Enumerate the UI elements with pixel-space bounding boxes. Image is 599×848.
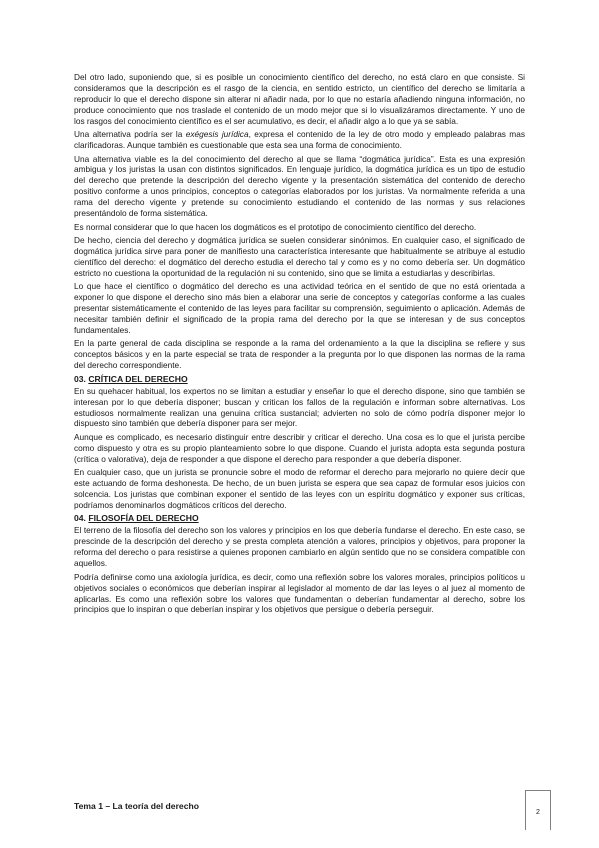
paragraph: Podría definirse como una axiología jurídica, es decir, como una reflexión sobre los valores morales, principios políticos u objetivos sociales o económicos que deberían inspirar al legislador al momento de dar las leyes o al juez al momento de aplicarlas. Es como una reflexión sobre los valores que fundamentan o deberían fundamentar al derecho, sobre los principios que lo inspiran o que deberían inspirar y los objetivos que persigue o debería perseguir. <box>74 571 525 615</box>
paragraph-text: , expresa el contenido de la ley de otro modo y empleado palabras mas clarificadoras. Aunque también es cuestionable que esta sea una forma de conocimiento. <box>74 129 525 151</box>
paragraph: En la parte general de cada disciplina se responde a la rama del ordenamiento a la que la disciplina se refiere y sus conceptos básicos y en la parte especial se trata de responder a la pregunta por lo que disponen las normas de la rama del derecho correspondiente. <box>74 338 525 371</box>
document-body <box>74 72 525 618</box>
section-heading-filosofia <box>74 513 525 524</box>
paragraph: Lo que hace el científico o dogmático del derecho es una actividad teórica en el sentido de que no está orientada a exponer lo que dispone el derecho sino más bien a elaborar una serie de conceptos y categorías conforme a las cuales presentar sistemáticamente el contenido de las leyes para facilitar su comprensión, seguimiento o aplicación. Además de necesitar también definir el significado de la propia rama del derecho por la que se interesan y de sus conceptos fundamentales. <box>74 281 525 335</box>
emphasis-term: exégesis jurídica <box>185 129 249 140</box>
footer-title: Tema 1 – La teoría del derecho <box>74 801 199 811</box>
paragraph-text: Una alternativa podría ser la <box>74 129 186 140</box>
section-title: CRÍTICA DEL DERECHO <box>88 373 188 384</box>
paragraph: Es normal considerar que lo que hacen los dogmáticos es el prototipo de conocimiento científico del derecho. <box>74 221 477 232</box>
page-number-box <box>525 790 551 830</box>
section-heading-critica <box>74 374 525 385</box>
paragraph: En su quehacer habitual, los expertos no se limitan a estudiar y enseñar lo que el derecho dispone, sino que también se interesan por lo que debería disponer; buscan y critican los fallos de la regulación e informan sobre alternativas. Los estudiosos normalmente realizan una genuina crítica sustancial; advierten no solo de cómo podría disponer mejor lo dispuesto sino también que debería disponer para ser mejor. <box>74 385 525 429</box>
paragraph: Aunque es complicado, es necesario distinguir entre describir y criticar el derecho. Una cosa es lo que el jurista percibe como dispuesto y otra es su propio planteamiento sobre lo que dispone. Cuando el jurista adopta esta segunda postura (crítica o valorativa), deja de responder a que dispone el derecho para responder a que debería disponer. <box>74 431 525 464</box>
page-number: 2 <box>536 809 540 816</box>
paragraph: De hecho, ciencia del derecho y dogmática jurídica se suelen considerar sinónimos. En cualquier caso, el significado de dogmática jurídica sirve para poner de manifiesto una característica interesante que habitualmente se atribuye al estudio científico del derecho: el dogmático del derecho estudia el derecho tal y como es y no como debería ser. Un dogmático estricto no cuestiona la oportunidad de la regulación ni su contenido, sino que se limita a estudiarlas y describirlas. <box>74 235 525 278</box>
section-number: 03. <box>74 373 86 384</box>
paragraph: Del otro lado, suponiendo que, si es posible un conocimiento científico del derecho, no está claro en que consiste. Si consideramos que la descripción es el rasgo de la ciencia, en sentido estricto, un científico del derecho se limitaría a reproducir lo que el derecho dispone sin alterar ni añadir nada, por lo que no estaría añadiendo ninguna información, no produce conocimiento que nos traslade el contenido de un modo mejor que si lo visualizáramos directamente. Y uno de los rasgos del conocimiento científico es el ser acumulativo, es decir, el añadir algo a lo que ya se sabía. <box>74 72 525 126</box>
paragraph: Una alternativa viable es la del conocimiento del derecho al que se llama “dogmática jurídica”. Esta es una expresión ambigua y los juristas la usan con distintos significados. En lenguaje jurídico, la dogmática jurídica es un tipo de estudio del derecho que pretende la descripción del derecho vigente y la presentación sistemática del contenido de derecho positivo conforme a unos principios, conceptos o categorías elaborados por los juristas. Va normalmente referida a una rama del derecho vigente y pretende su conocimiento estudiando el contenido de las normas y sus relaciones presentándolo de forma sistemática. <box>74 153 525 219</box>
paragraph <box>74 129 525 151</box>
section-title: FILOSOFÍA DEL DERECHO <box>88 513 199 524</box>
section-number: 04. <box>74 513 86 524</box>
paragraph: En cualquier caso, que un jurista se pronuncie sobre el modo de reformar el derecho para mejorarlo no quiere decir que este actuando de forma deshonesta. De hecho, de un buen jurista se espera que sea capaz de formular esos juicios con solcencia. Los juristas que combinan exponer el sentido de las leyes con un espíritu dogmático y exponer sus críticas, podríamos denominarlos dogmáticos críticos del derecho. <box>74 467 525 510</box>
paragraph: El terreno de la filosofía del derecho son los valores y principios en los que debería fundarse el derecho. En este caso, se prescinde de la descripción del derecho y se presta completa atención a valores, principios y objetivos, para proponer la reforma del derecho o para resistirse a quienes proponen cambiarlo en algún sentido que no se considera compatible con aquellos. <box>74 525 525 569</box>
